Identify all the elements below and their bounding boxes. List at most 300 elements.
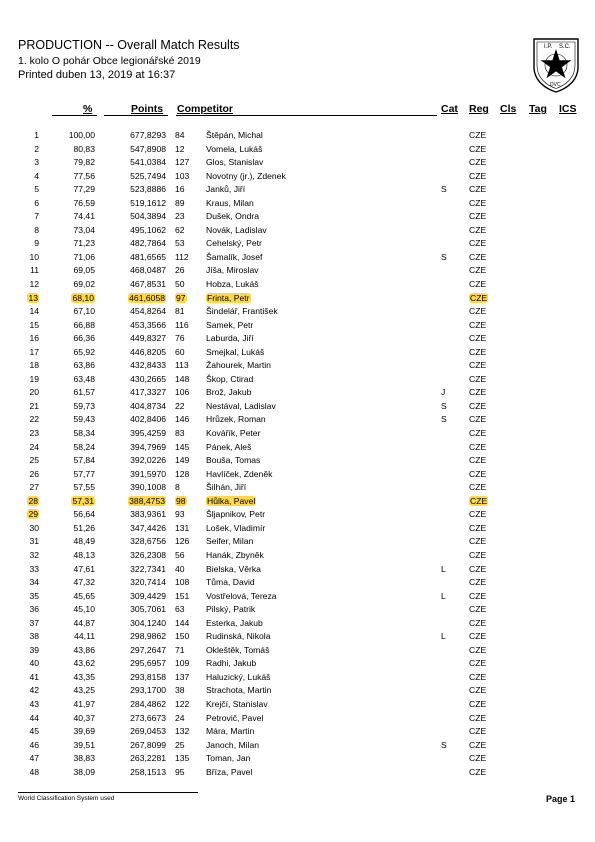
competitor-number: 112 — [175, 251, 189, 262]
competitor-number: 93 — [175, 509, 185, 520]
region-cell: CZE — [469, 130, 487, 140]
table-row — [0, 454, 595, 468]
points-cell: 391,5970 — [130, 468, 166, 479]
region-cell: CZE — [469, 373, 487, 384]
competitor-name: Vomela, Lukáš — [206, 143, 263, 154]
page-number: Page 1 — [545, 794, 575, 804]
region-cell: CZE — [470, 292, 488, 303]
pct-cell: 45,10 — [73, 604, 95, 615]
pct-cell: 73,04 — [73, 224, 95, 235]
table-row — [0, 386, 595, 400]
competitor-name: Smejkal, Lukáš — [206, 346, 265, 357]
region-cell: CZE — [469, 441, 487, 452]
region-cell: CZE — [469, 360, 487, 371]
competitor-number: 50 — [175, 279, 185, 290]
col-header-points: Points — [131, 103, 164, 115]
competitor-number: 108 — [175, 577, 190, 588]
competitor-number: 83 — [175, 428, 185, 439]
pct-cell: 44,87 — [73, 617, 95, 628]
region-cell: CZE — [469, 617, 487, 628]
rank-cell: 23 — [29, 428, 39, 439]
table-row — [0, 441, 595, 455]
pct-cell: 63,86 — [73, 360, 95, 371]
category-cell: S — [441, 184, 447, 195]
table-row — [0, 319, 595, 333]
table-row — [0, 278, 595, 292]
competitor-name: Cehelský, Petr — [206, 238, 262, 249]
col-header-cat: Cat — [441, 103, 458, 115]
table-row — [0, 752, 595, 766]
table-row — [0, 183, 595, 197]
points-cell: 449,8327 — [130, 333, 166, 344]
rank-cell: 42 — [29, 685, 39, 696]
region-cell: CZE — [469, 333, 487, 344]
competitor-number: 116 — [175, 319, 189, 330]
points-cell: 309,4429 — [130, 590, 166, 601]
region-cell: CZE — [469, 387, 487, 398]
competitor-name: Strachota, Martin — [206, 685, 272, 696]
points-cell: 326,2308 — [130, 549, 166, 560]
table-row — [0, 766, 595, 780]
table-row — [0, 590, 595, 604]
points-cell: 263,2281 — [130, 753, 166, 764]
pct-cell: 41,97 — [73, 698, 95, 709]
table-row — [0, 630, 595, 644]
pct-cell: 63,48 — [73, 373, 95, 384]
table-row — [0, 156, 595, 170]
region-cell: CZE — [469, 400, 487, 411]
results-table — [0, 129, 595, 779]
points-cell: 388,4753 — [129, 495, 165, 506]
table-row — [0, 725, 595, 739]
pct-cell: 39,69 — [73, 726, 95, 737]
competitor-number: 97 — [176, 292, 186, 303]
region-cell: CZE — [469, 455, 487, 466]
table-row — [0, 671, 595, 685]
region-cell: CZE — [469, 346, 487, 357]
competitor-name: Tůma, David — [206, 577, 255, 588]
competitor-name: Janoch, Milan — [206, 739, 260, 750]
competitor-name: Rudinská, Nikola — [206, 631, 271, 642]
rank-cell: 21 — [29, 400, 39, 411]
competitor-name: Kovářík, Peter — [206, 428, 261, 439]
competitor-name: Haluzický, Lukáš — [206, 671, 271, 682]
competitor-name: Vostřelová, Tereza — [206, 590, 277, 601]
table-row — [0, 332, 595, 346]
competitor-number: 8 — [175, 482, 180, 493]
points-cell: 322,7341 — [130, 563, 166, 574]
competitor-name: Pilský, Patrik — [206, 604, 256, 615]
pct-cell: 69,05 — [73, 265, 95, 276]
rank-cell: 3 — [34, 157, 39, 168]
rank-cell: 11 — [30, 265, 39, 276]
pct-cell: 43,62 — [73, 658, 95, 669]
competitor-number: 12 — [175, 143, 185, 154]
region-cell: CZE — [469, 712, 487, 723]
points-cell: 519,1612 — [130, 197, 166, 208]
table-row — [0, 346, 595, 360]
region-cell: CZE — [469, 726, 487, 737]
competitor-name: Seifer, Milan — [206, 536, 254, 547]
rank-cell: 1 — [34, 130, 39, 140]
col-header-reg: Reg — [469, 103, 489, 115]
region-cell: CZE — [469, 428, 487, 439]
rank-cell: 6 — [34, 197, 39, 208]
match-subtitle: 1. kolo O pohár Obce legionářské 2019 — [18, 55, 201, 67]
table-row — [0, 644, 595, 658]
competitor-number: 81 — [175, 306, 185, 317]
rank-cell: 35 — [29, 590, 39, 601]
table-row — [0, 508, 595, 522]
rank-cell: 44 — [29, 712, 39, 723]
category-cell: L — [441, 563, 446, 574]
competitor-name: Štěpán, Michal — [206, 130, 263, 140]
region-cell: CZE — [469, 522, 487, 533]
points-cell: 258,1513 — [130, 766, 166, 777]
pct-cell: 57,55 — [73, 482, 95, 493]
table-row — [0, 359, 595, 373]
competitor-name: Šindelář, František — [206, 306, 278, 317]
rank-cell: 28 — [28, 495, 38, 506]
rank-cell: 26 — [29, 468, 39, 479]
competitor-name: Pánek, Aleš — [206, 441, 252, 452]
table-row — [0, 617, 595, 631]
competitor-name: Hůlka, Pavel — [207, 495, 256, 506]
region-cell: CZE — [469, 590, 487, 601]
competitor-number: 148 — [175, 373, 190, 384]
competitor-number: 149 — [175, 455, 190, 466]
pct-cell: 66,36 — [73, 333, 95, 344]
competitor-name: Nestával, Ladislav — [206, 400, 276, 411]
competitor-name: Glos, Stanislav — [206, 157, 264, 168]
competitor-number: 24 — [175, 712, 185, 723]
competitor-number: 128 — [175, 468, 190, 479]
points-cell: 677,8293 — [130, 130, 166, 140]
table-row — [0, 251, 595, 265]
col-header-cls: Cls — [500, 103, 517, 115]
competitor-number: 63 — [175, 604, 185, 615]
table-row — [0, 657, 595, 671]
competitor-name: Novotny (jr.), Zdenek — [206, 170, 286, 181]
competitor-number: 22 — [175, 400, 185, 411]
points-cell: 430,2665 — [130, 373, 166, 384]
points-cell: 394,7969 — [130, 441, 166, 452]
competitor-name: Bielska, Věrka — [206, 563, 261, 574]
competitor-number: 38 — [175, 685, 185, 696]
competitor-number: 137 — [175, 671, 190, 682]
pct-cell: 43,25 — [73, 685, 95, 696]
competitor-name: Hanák, Zbyněk — [206, 549, 264, 560]
region-cell: CZE — [469, 563, 487, 574]
points-cell: 320,7414 — [130, 577, 166, 588]
competitor-number: 113 — [175, 360, 189, 371]
points-cell: 404,8734 — [130, 400, 166, 411]
region-cell: CZE — [469, 306, 487, 317]
pct-cell: 80,83 — [73, 143, 95, 154]
rank-cell: 43 — [29, 698, 39, 709]
pct-cell: 61,57 — [73, 387, 95, 398]
rank-cell: 22 — [29, 414, 39, 425]
rank-cell: 40 — [29, 658, 39, 669]
pct-cell: 56,64 — [73, 509, 95, 520]
competitor-name: Bříza, Pavel — [206, 766, 253, 777]
region-cell: CZE — [469, 549, 487, 560]
rank-cell: 10 — [29, 251, 39, 262]
competitor-name: Kraus, Milan — [206, 197, 254, 208]
table-row — [0, 427, 595, 441]
table-row — [0, 373, 595, 387]
page-title: PRODUCTION -- Overall Match Results — [18, 38, 240, 52]
points-cell: 495,1062 — [130, 224, 166, 235]
competitor-number: 23 — [175, 211, 185, 222]
table-row — [0, 481, 595, 495]
category-cell: J — [441, 387, 446, 398]
logo-text-right: S.C. — [559, 44, 571, 50]
competitor-name: Petrovič, Pavel — [206, 712, 264, 723]
pct-cell: 43,86 — [73, 644, 95, 655]
rank-cell: 48 — [29, 766, 39, 777]
pct-cell: 40,37 — [73, 712, 95, 723]
pct-cell: 71,23 — [73, 238, 95, 249]
table-row — [0, 292, 595, 306]
pct-cell: 45,65 — [73, 590, 95, 601]
competitor-number: 127 — [175, 157, 190, 168]
rank-cell: 8 — [34, 224, 39, 235]
competitor-name: Žahourek, Martin — [206, 360, 271, 371]
competitor-name: Esterka, Jakub — [206, 617, 263, 628]
competitor-number: 89 — [175, 197, 185, 208]
competitor-number: 53 — [175, 238, 185, 249]
region-cell: CZE — [469, 170, 487, 181]
rank-cell: 31 — [29, 536, 39, 547]
region-cell: CZE — [469, 157, 487, 168]
points-cell: 395,4259 — [130, 428, 166, 439]
table-row — [0, 576, 595, 590]
competitor-name: Šamalík, Josef — [206, 251, 263, 262]
competitor-number: 84 — [175, 130, 185, 140]
col-header-pct: % — [83, 103, 93, 115]
competitor-number: 151 — [175, 590, 190, 601]
competitor-number: 95 — [175, 766, 185, 777]
table-row — [0, 563, 595, 577]
points-cell: 402,8406 — [130, 414, 166, 425]
pct-cell: 68,10 — [72, 292, 94, 303]
col-header-competitor: Competitor — [177, 103, 233, 115]
competitor-name: Okleštěk, Tomáš — [206, 644, 270, 655]
competitor-number: 131 — [175, 522, 190, 533]
competitor-name: Bouša, Tomas — [206, 455, 261, 466]
pct-cell: 76,59 — [73, 197, 95, 208]
header-underline — [176, 115, 437, 116]
competitor-number: 26 — [175, 265, 185, 276]
competitor-number: 103 — [175, 170, 190, 181]
category-cell: S — [441, 400, 447, 411]
header-underline — [52, 115, 97, 116]
region-cell: CZE — [469, 658, 487, 669]
competitor-name: Frinta, Petr — [207, 292, 250, 303]
competitor-number: 145 — [175, 441, 190, 452]
rank-cell: 33 — [29, 563, 39, 574]
points-cell: 295,6957 — [130, 658, 166, 669]
pct-cell: 38,09 — [73, 766, 95, 777]
rank-cell: 13 — [28, 292, 38, 303]
region-cell: CZE — [469, 577, 487, 588]
competitor-name: Novák, Ladislav — [206, 224, 267, 235]
rank-cell: 47 — [29, 753, 39, 764]
points-cell: 446,8205 — [130, 346, 166, 357]
pct-cell: 67,10 — [73, 306, 95, 317]
competitor-name: Krejčí, Stanislav — [206, 698, 268, 709]
pct-cell: 100,00 — [68, 130, 95, 140]
points-cell: 390,1008 — [130, 482, 166, 493]
rank-cell: 45 — [29, 726, 39, 737]
region-cell: CZE — [469, 482, 487, 493]
rank-cell: 36 — [29, 604, 39, 615]
pct-cell: 39,51 — [73, 739, 95, 750]
region-cell: CZE — [469, 279, 487, 290]
region-cell: CZE — [469, 753, 487, 764]
region-cell: CZE — [469, 319, 487, 330]
rank-cell: 46 — [29, 739, 39, 750]
points-cell: 504,3894 — [130, 211, 166, 222]
table-row — [0, 224, 595, 238]
ipsc-logo — [531, 37, 581, 93]
region-cell: CZE — [469, 536, 487, 547]
pct-cell: 59,73 — [73, 400, 95, 411]
competitor-name: Mára, Martin — [206, 726, 255, 737]
rank-cell: 37 — [29, 617, 39, 628]
competitor-number: 122 — [175, 698, 190, 709]
table-row — [0, 684, 595, 698]
rank-cell: 15 — [29, 319, 39, 330]
points-cell: 305,7061 — [130, 604, 166, 615]
competitor-name: Radhi, Jakub — [206, 658, 257, 669]
region-cell: CZE — [469, 685, 487, 696]
table-row — [0, 712, 595, 726]
region-cell: CZE — [469, 211, 487, 222]
competitor-name: Janků, Jiří — [206, 184, 246, 195]
footer-note: World Classification System used — [18, 795, 115, 802]
competitor-name: Brož, Jakub — [206, 387, 252, 398]
region-cell: CZE — [469, 766, 487, 777]
points-cell: 284,4862 — [130, 698, 166, 709]
competitor-number: 16 — [175, 184, 185, 195]
pct-cell: 66,88 — [73, 319, 95, 330]
competitor-number: 76 — [175, 333, 185, 344]
region-cell: CZE — [469, 197, 487, 208]
rank-cell: 5 — [34, 184, 39, 195]
competitor-name: Dušek, Ondra — [206, 211, 260, 222]
points-cell: 383,9361 — [130, 509, 166, 520]
points-cell: 298,9862 — [130, 631, 166, 642]
pct-cell: 44,11 — [74, 631, 95, 642]
competitor-name: Hrůzek, Roman — [206, 414, 266, 425]
pct-cell: 48,13 — [73, 549, 95, 560]
rank-cell: 38 — [29, 631, 39, 642]
rank-cell: 34 — [29, 577, 39, 588]
points-cell: 293,1700 — [130, 685, 166, 696]
pct-cell: 57,84 — [73, 455, 95, 466]
competitor-number: 146 — [175, 414, 190, 425]
points-cell: 273,6673 — [130, 712, 166, 723]
pct-cell: 57,77 — [73, 468, 95, 479]
pct-cell: 57,31 — [72, 495, 94, 506]
pct-cell: 79,82 — [73, 157, 95, 168]
region-cell: CZE — [469, 604, 487, 615]
points-cell: 453,3566 — [130, 319, 166, 330]
table-row — [0, 549, 595, 563]
rank-cell: 2 — [34, 143, 39, 154]
competitor-number: 144 — [175, 617, 190, 628]
competitor-number: 62 — [175, 224, 185, 235]
category-cell: L — [441, 631, 446, 642]
printed-date: Printed duben 13, 2019 at 16:37 — [18, 69, 176, 81]
region-cell: CZE — [469, 671, 487, 682]
pct-cell: 51,26 — [73, 522, 95, 533]
points-cell: 541,0384 — [130, 157, 166, 168]
table-row — [0, 210, 595, 224]
category-cell: S — [441, 414, 447, 425]
competitor-name: Samek, Petr — [206, 319, 254, 330]
pct-cell: 69,02 — [73, 279, 95, 290]
competitor-number: 135 — [175, 753, 190, 764]
logo-text-left: I.P. — [544, 44, 553, 50]
points-cell: 432,8433 — [130, 360, 166, 371]
region-cell: CZE — [469, 224, 487, 235]
points-cell: 297,2647 — [130, 644, 166, 655]
col-header-ics: ICS — [559, 103, 577, 115]
competitor-name: Laburda, Jiří — [206, 333, 254, 344]
table-row — [0, 495, 595, 509]
points-cell: 525,7494 — [130, 170, 166, 181]
points-cell: 461,6058 — [129, 292, 165, 303]
points-cell: 347,4426 — [130, 522, 166, 533]
pct-cell: 43,35 — [73, 671, 95, 682]
rank-cell: 27 — [29, 482, 39, 493]
rank-cell: 25 — [29, 455, 39, 466]
points-cell: 293,8158 — [130, 671, 166, 682]
region-cell: CZE — [469, 644, 487, 655]
pct-cell: 48,49 — [73, 536, 95, 547]
region-cell: CZE — [469, 251, 487, 262]
competitor-name: Toman, Jan — [206, 753, 251, 764]
header-underline — [104, 115, 168, 116]
rank-cell: 17 — [29, 346, 39, 357]
table-row — [0, 468, 595, 482]
region-cell: CZE — [469, 509, 487, 520]
rank-cell: 19 — [29, 373, 39, 384]
rank-cell: 18 — [29, 360, 39, 371]
pct-cell: 59,43 — [73, 414, 95, 425]
competitor-name: Lošek, Vladimír — [206, 522, 266, 533]
competitor-name: Šilhán, Jiří — [206, 482, 247, 493]
col-header-tag: Tag — [529, 103, 547, 115]
region-cell: CZE — [469, 739, 487, 750]
table-row — [0, 143, 595, 157]
rank-cell: 16 — [29, 333, 39, 344]
rank-cell: 20 — [29, 387, 39, 398]
pct-cell: 77,29 — [73, 184, 95, 195]
pct-cell: 71,06 — [73, 251, 95, 262]
points-cell: 454,8264 — [130, 306, 166, 317]
rank-cell: 32 — [29, 549, 39, 560]
table-row — [0, 197, 595, 211]
competitor-name: Škop, Ctirad — [206, 373, 254, 384]
region-cell: CZE — [469, 238, 487, 249]
logo-text-bottom: DVC — [550, 82, 561, 88]
points-cell: 468,0487 — [130, 265, 166, 276]
points-cell: 304,1240 — [130, 617, 166, 628]
